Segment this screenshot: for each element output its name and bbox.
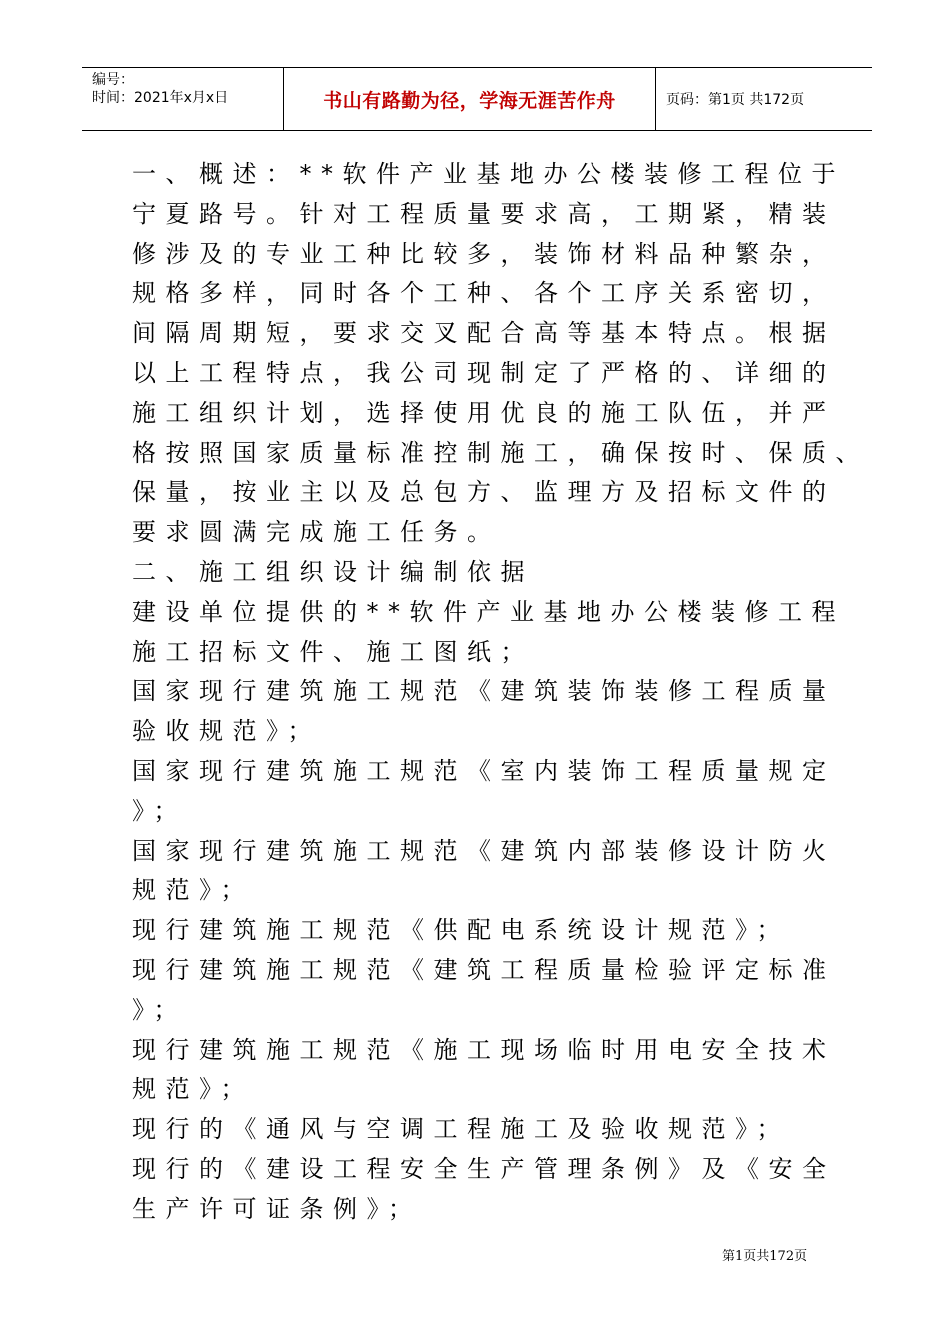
body-line: 》； [132,796,187,825]
header-meta-cell [82,68,282,130]
body-line: 一、概述：**软件产业基地办公楼装修工程位于 [132,160,845,188]
body-line: 施工组织计划，选择使用优良的施工队伍，并严 [132,398,836,427]
header-page-cell [656,68,872,130]
body-line: 以上工程特点，我公司现制定了严格的、详细的 [132,358,836,387]
page-footer: 第1页共172页 [722,1249,808,1264]
body-line: 格按照国家质量标准控制施工，确保按时、保质、 [132,438,869,467]
header-page-info: 页码：第1页 共172页 [666,92,805,108]
body-line: 规范》； [132,876,254,905]
body-line: 现行的《建设工程安全生产管理条例》及《安全 [132,1154,836,1183]
body-line: 生产许可证条例》； [132,1194,422,1223]
header-motto-cell [283,68,656,130]
section-heading: 二、施工组织设计编制依据 [132,557,534,586]
doc-time-label: 时间：2021年x月x日 [92,90,229,106]
page-header [82,67,872,131]
body-line: 国家现行建筑施工规范《室内装饰工程质量规定 [132,756,836,785]
body-line: 要求圆满完成施工任务。 [132,518,501,547]
body-line: 施工招标文件、施工图纸； [132,637,534,666]
body-line: 验收规范》； [132,717,321,746]
header-motto: 书山有路勤为径，学海无涯苦作舟 [323,89,616,112]
document-body [132,155,869,1230]
body-line: 修涉及的专业工种比较多，装饰材料品种繁杂， [132,239,836,268]
body-line: 现行的《通风与空调工程施工及验收规范》； [132,1115,790,1144]
body-line: 国家现行建筑施工规范《建筑内部装修设计防火 [132,836,836,865]
doc-number-label: 编号： [92,72,134,88]
body-line: 》； [132,995,187,1024]
body-line: 规范》； [132,1075,254,1104]
body-line: 现行建筑施工规范《施工现场临时用电安全技术 [132,1035,836,1064]
body-line: 规格多样，同时各个工种、各个工序关系密切， [132,279,836,308]
body-line: 间隔周期短，要求交叉配合高等基本特点。根据 [132,319,836,348]
body-line: 宁夏路号。针对工程质量要求高，工期紧，精装 [132,199,836,228]
body-line: 保量，按业主以及总包方、监理方及招标文件的 [132,478,836,507]
body-line: 现行建筑施工规范《供配电系统设计规范》； [132,916,790,945]
body-line: 国家现行建筑施工规范《建筑装饰装修工程质量 [132,677,836,706]
body-line: 现行建筑施工规范《建筑工程质量检验评定标准 [132,955,836,984]
body-line: 建设单位提供的**软件产业基地办公楼装修工程 [132,597,845,626]
